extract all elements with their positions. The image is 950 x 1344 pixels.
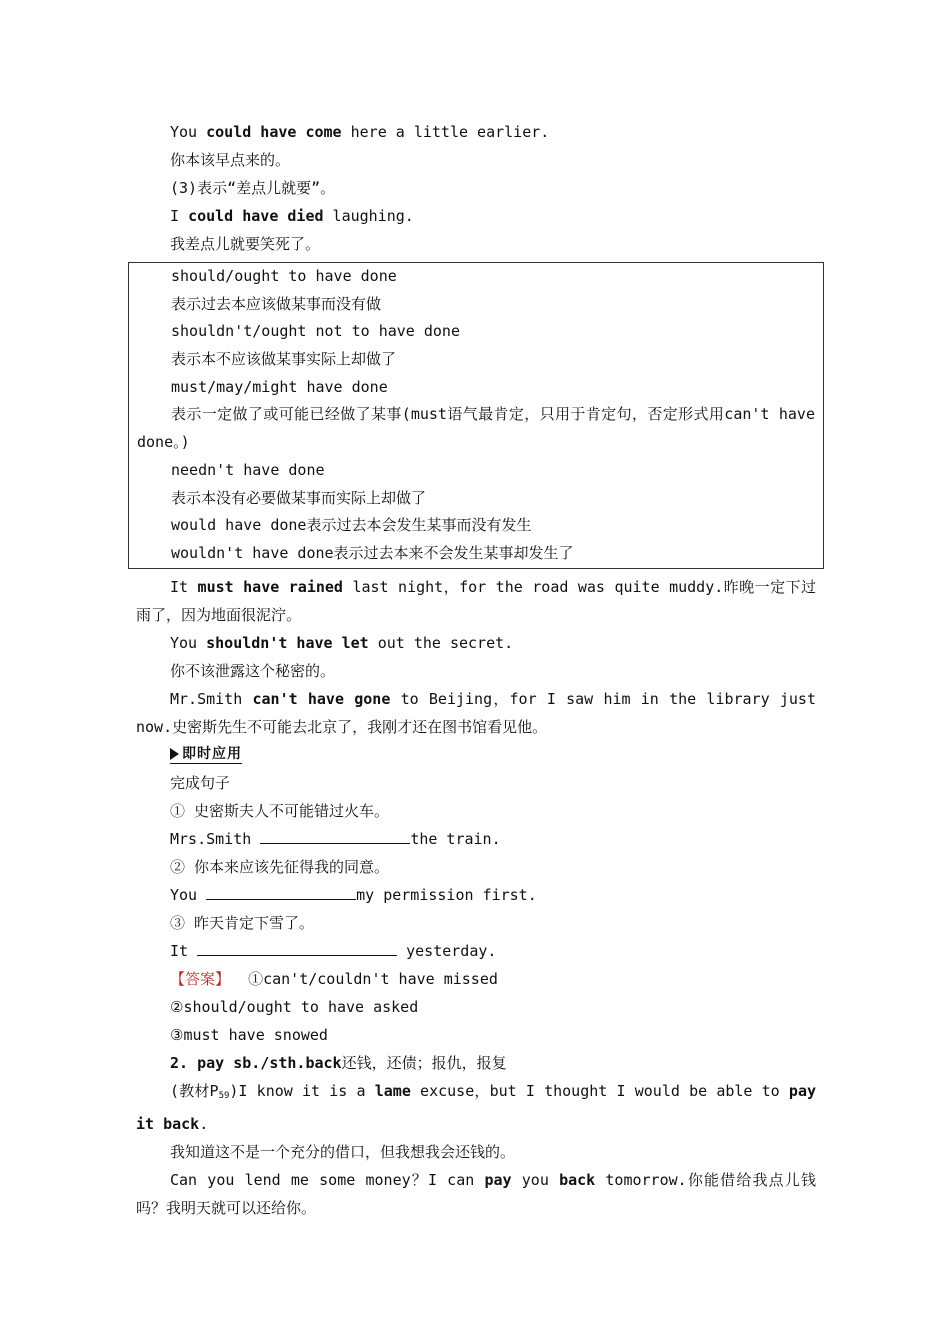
task-title: 完成句子 <box>170 773 231 792</box>
text: I <box>170 207 189 225</box>
box-line: needn't have done <box>171 460 325 479</box>
document-page <box>136 118 816 1222</box>
text: It <box>170 577 198 596</box>
question-2: ② 你本来应该先征得我的同意。 <box>170 857 390 876</box>
text: Can you lend me some money？I can <box>170 1170 485 1189</box>
bold-phrase: must have rained <box>197 577 343 596</box>
text: (教材P <box>170 1081 219 1100</box>
text: laughing. <box>323 207 414 225</box>
example-sentence <box>136 118 816 146</box>
question-2-english <box>136 881 816 909</box>
text: the train. <box>410 829 501 848</box>
bold-phrase: could have died <box>188 207 324 225</box>
answer-1 <box>136 965 816 993</box>
bold-word: lame <box>374 1081 411 1100</box>
triangle-icon <box>170 748 179 760</box>
bold-word: back <box>559 1170 596 1189</box>
box-line: must/may/might have done <box>171 377 388 396</box>
example-sentence <box>136 573 816 629</box>
text: You <box>170 885 207 904</box>
apply-section-tag <box>136 741 816 769</box>
box-line: 表示过去本应该做某事而没有做 <box>171 294 382 313</box>
page-number: 59 <box>218 1090 230 1101</box>
question-3-english <box>136 937 816 965</box>
translation: 你不该泄露这个秘密的。 <box>170 661 336 680</box>
translation: 我差点儿就要笑死了。 <box>170 235 321 253</box>
text: my permission first. <box>356 885 537 904</box>
example-sentence <box>136 629 816 657</box>
item-heading <box>136 1049 816 1077</box>
text: out the secret. <box>368 633 514 652</box>
text: yesterday. <box>397 941 497 960</box>
example-sentence <box>136 202 816 230</box>
answer-blank[interactable] <box>197 938 397 956</box>
question-1: ① 史密斯夫人不可能错过火车。 <box>170 801 390 820</box>
text: Mrs.Smith <box>170 829 261 848</box>
text: last night，for the road was quite muddy.昨晚一定下过雨了，因为地面很泥泞。 <box>136 577 816 624</box>
box-line: 表示本没有必要做某事而实际上却做了 <box>171 488 427 507</box>
text: tomorrow.你能借给我点儿钱吗？我明天就可以还给你。 <box>136 1170 817 1217</box>
question-3: ③ 昨天肯定下雪了。 <box>170 913 315 932</box>
translation: 我知道这不是一个充分的借口，但我想我会还钱的。 <box>170 1142 516 1161</box>
text: )I know it is a <box>229 1081 375 1100</box>
answer-blank[interactable] <box>260 826 410 844</box>
box-line: 表示本不应该做某事实际上却做了 <box>171 350 397 369</box>
text: It <box>170 941 198 960</box>
example-sentence <box>136 1166 816 1222</box>
text: here a little earlier. <box>341 123 550 141</box>
apply-tag-label: 即时应用 <box>182 745 242 762</box>
item-phrase: pay sb./sth.back <box>197 1053 342 1072</box>
answer-text: ①can't/couldn't have missed <box>248 969 498 988</box>
text: Mr.Smith <box>170 689 253 708</box>
bold-phrase: shouldn't have let <box>206 633 369 652</box>
answer-blank[interactable] <box>206 882 356 900</box>
bold-phrase: can't have gone <box>252 689 391 708</box>
bold-word: pay <box>484 1170 512 1189</box>
example-sentence <box>136 685 816 741</box>
text: . <box>199 1114 209 1133</box>
text: You <box>170 633 207 652</box>
textbook-example <box>136 1077 816 1138</box>
bold-phrase: could have come <box>206 123 342 141</box>
item-number: 2. <box>170 1053 198 1072</box>
answer-2: ②should/ought to have asked <box>170 997 419 1016</box>
answer-3: ③must have snowed <box>170 1025 328 1044</box>
item-meaning: 还钱，还债；报仇，报复 <box>341 1053 507 1072</box>
usage-heading: (3)表示“差点儿就要”。 <box>170 179 336 197</box>
question-1-english <box>136 825 816 853</box>
apply-tag <box>170 745 242 764</box>
bold-phrase: pay it back <box>136 1081 817 1133</box>
box-line: 表示一定做了或可能已经做了某事(must语气最肯定，只用于肯定句，否定形式用can't have done。) <box>137 405 815 452</box>
box-line: would have done表示过去本会发生某事而没有发生 <box>171 516 532 535</box>
summary-box <box>128 262 824 569</box>
text: to Beijing，for I saw him in the library just now.史密斯先生不可能去北京了，我刚才还在图书馆看见他。 <box>136 689 816 736</box>
translation: 你本该早点来的。 <box>170 151 291 169</box>
box-line: wouldn't have done表示过去本来不会发生某事却发生了 <box>171 543 574 562</box>
box-line: should/ought to have done <box>171 267 397 285</box>
answer-tag: 【答案】 <box>170 969 231 988</box>
text: You <box>170 123 207 141</box>
box-line: shouldn't/ought not to have done <box>171 322 460 341</box>
text: you <box>511 1170 560 1189</box>
text: excuse，but I thought I would be able to <box>410 1081 789 1100</box>
